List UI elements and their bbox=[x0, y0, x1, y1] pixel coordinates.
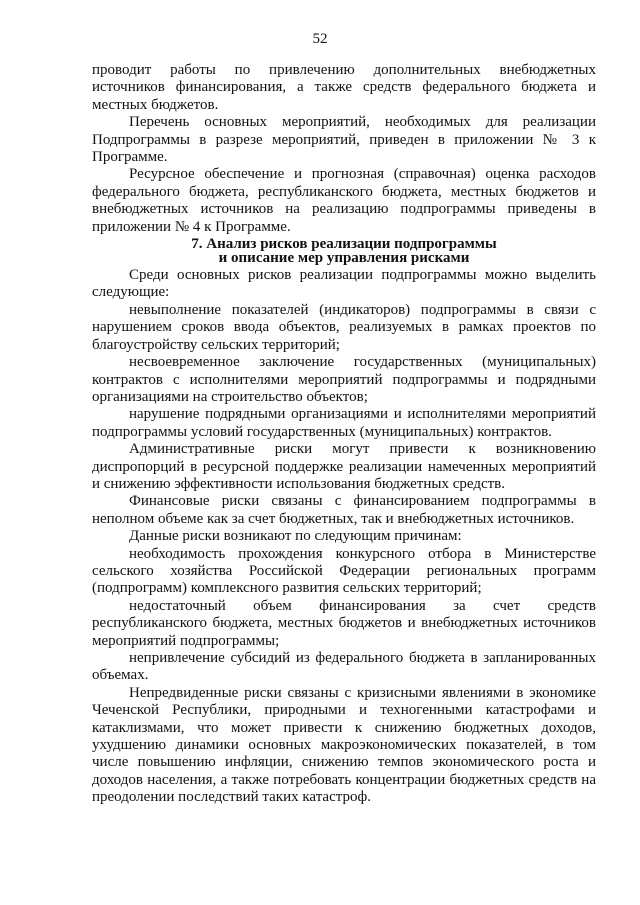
paragraph-cause-insufficient-funding: недостаточный объем финансирования за счет средств республиканского бюджета, местных бюджетов и внебюджетных источников мероприятий подпрограммы; bbox=[92, 597, 596, 649]
paragraph-financial-risks: Финансовые риски связаны с финансированием подпрограммы в неполном объеме как за счет бюджетных, так и внебюджетных источников. bbox=[92, 493, 596, 527]
paragraph-main-risks-intro: Среди основных рисков реализации подпрограммы можно выделить следующие: bbox=[92, 267, 596, 301]
page-number: 52 bbox=[312, 31, 328, 47]
paragraph-continuation: проводит работы по привлечению дополнительных внебюджетных источников финансирования, а также средств федерального бюджета и местных бюджетов. bbox=[92, 62, 596, 113]
paragraph-cause-subsidies: непривлечение субсидий из федерального бюджета в запланированных объемах. bbox=[92, 650, 596, 684]
section-heading bbox=[92, 237, 596, 265]
paragraph-cause-competitive-selection: необходимость прохождения конкурсного отбора в Министерстве сельского хозяйства Российской Федерации региональных программ (подпрограмм) комплексного развития сельских территорий; bbox=[92, 545, 596, 597]
paragraph-risk-indicators: невыполнение показателей (индикаторов) подпрограммы в связи с нарушением сроков ввода объектов, реализуемых в рамках проектов по благоустройству сельских территорий; bbox=[92, 301, 596, 353]
paragraph-administrative-risks: Административные риски могут привести к возникновению диспропорций в ресурсной поддержке реализации намеченных мероприятий и снижению эффективности использования бюджетных средств. bbox=[92, 441, 596, 492]
paragraph-risk-contracts: несвоевременное заключение государственных (муниципальных) контрактов с исполнителями мероприятий подпрограммы и подрядными организациями на строительство объектов; bbox=[92, 354, 596, 405]
paragraph-unforeseen-risks: Непредвиденные риски связаны с кризисными явлениями в экономике Чеченской Республики, природными и техногенными катастрофами и катаклизмами, что может привести к снижению бюджетных доходов, ухудшению динамики основных макроэкономических показателей, в том числе повышению инфляции, снижению темпов экономического роста и доходов населения, а также потребовать концентрации бюджетных средств на преодолении последствий таких катастроф. bbox=[92, 684, 596, 806]
paragraph-risk-contract-violations: нарушение подрядными организациями и исполнителями мероприятий подпрограммы условий государственных (муниципальных) контрактов. bbox=[92, 406, 596, 440]
paragraph-resource-provision: Ресурсное обеспечение и прогнозная (справочная) оценка расходов федерального бюджета, республиканского бюджета, местных бюджетов и внебюджетных источников на реализацию подпрограммы приведены в приложении № 4 к Программе. bbox=[92, 166, 596, 235]
section-heading-line-2: и описание мер управления рисками bbox=[218, 250, 470, 267]
paragraph-activities-list: Перечень основных мероприятий, необходимых для реализации Подпрограммы в разрезе мероприятий, приведен в приложении № 3 к Программе. bbox=[92, 114, 596, 166]
paragraph-risk-causes-intro: Данные риски возникают по следующим причинам: bbox=[129, 528, 462, 545]
section-heading-line-1: 7. Анализ рисков реализации подпрограммы bbox=[191, 236, 497, 253]
page-body bbox=[92, 62, 596, 807]
